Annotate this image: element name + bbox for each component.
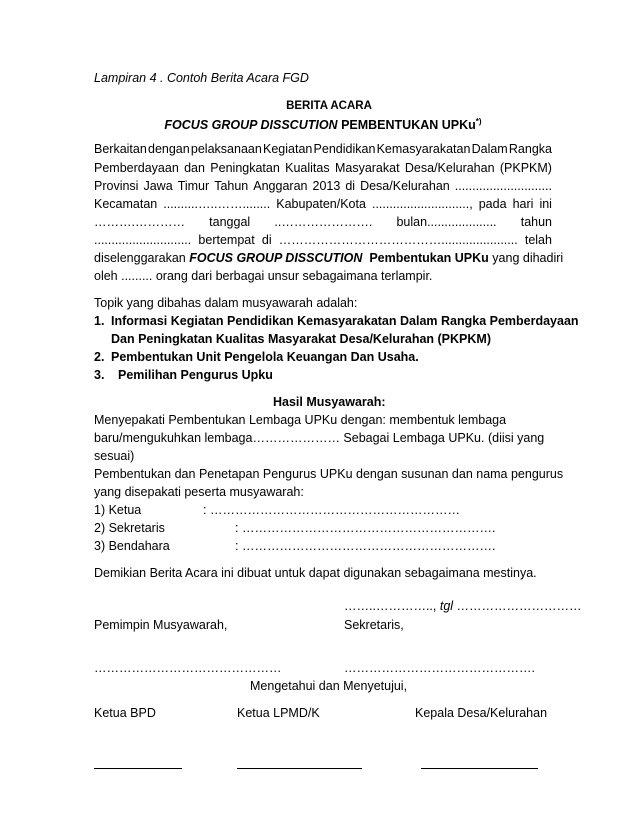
officer-secretary-blank: : …………………………………………………….	[235, 521, 496, 535]
result-line-3: sesuai)	[94, 449, 135, 463]
word: di	[261, 233, 272, 247]
word: dan	[184, 161, 205, 175]
word: ............................	[454, 179, 552, 193]
word: …………………………………......................	[278, 233, 518, 247]
word: diselenggarakan	[94, 251, 190, 265]
acknowledgement-label: Mengetahui dan Menyetujui,	[250, 679, 408, 693]
word: Provinsi	[94, 179, 139, 193]
subtitle-fgd: FOCUS GROUP DISSCUTION	[164, 118, 338, 133]
word: pelaksanaan	[190, 142, 262, 156]
place-blank: ……..…………..,	[344, 599, 440, 613]
leader-signature-blank: ………………………………………	[94, 661, 282, 675]
word: tahun	[520, 215, 552, 229]
word: ……….…………	[94, 215, 185, 229]
topic-1-line-1: Informasi Kegiatan Pendidikan Kemasyarakatan Dalam Rangka Pemberdayaan	[111, 314, 579, 328]
topic-3-line-1: Pemilihan Pengurus Upku	[118, 368, 273, 382]
word: (PKPKM)	[499, 161, 552, 175]
word: tanggal	[209, 215, 251, 229]
result-line-2: baru/mengukuhkan lembaga………………… Sebagai Lembaga UPKu. (diisi yang	[94, 431, 545, 445]
date-blank: …………………………	[453, 599, 582, 613]
intro-line-1	[94, 141, 552, 157]
date-label: tgl	[439, 599, 454, 613]
word: Timur	[177, 179, 210, 193]
word: telah	[524, 233, 552, 247]
document-subtitle	[94, 114, 552, 133]
word: Kecamatan	[94, 197, 158, 211]
word: Anggaran	[253, 179, 308, 193]
word: 2013	[312, 179, 341, 193]
word: ..………………….	[274, 215, 373, 229]
secretary-label: Sekretaris,	[344, 618, 404, 632]
word: ..........…..……........	[163, 197, 271, 211]
village-head-signature-line	[421, 768, 538, 769]
document-title: BERITA ACARA	[286, 100, 372, 112]
word: Dalam	[471, 142, 508, 156]
result-line-1: Menyepakati Pembentukan Lembaga UPKu dengan: membentuk lembaga	[94, 413, 507, 427]
intro-line-4	[94, 196, 552, 212]
attachment-caption: Lampiran 4 . Contoh Berita Acara FGD	[94, 71, 309, 85]
word: Pemberdayaan	[94, 161, 179, 175]
word: Pendidikan	[313, 142, 376, 156]
word: Tahun	[214, 179, 249, 193]
intro-line-7	[94, 250, 563, 266]
topics-heading: Topik yang dibahas dalam musyawarah adalah:	[94, 296, 358, 310]
word: Peningkatan	[210, 161, 280, 175]
word: Berkaitan	[94, 142, 147, 156]
officer-chair-label: 1) Ketua	[94, 503, 142, 517]
secretary-signature-blank: ……………………………………….	[344, 661, 535, 675]
word: Rangka	[508, 142, 552, 156]
topic-3-number: 3.	[94, 368, 105, 382]
word: ............................	[94, 233, 192, 247]
word: di	[345, 179, 356, 193]
word: ............................,	[371, 197, 473, 211]
intro-line-8: oleh ......... orang dari berbagai unsur sebagaimana terlampir.	[94, 269, 433, 283]
topic-1-line-2: Dan Peningkatan Kualitas Masyarakat Desa/Kelurahan (PKPKM)	[111, 332, 491, 346]
intro-line-3	[94, 178, 552, 194]
word: Kegiatan	[263, 142, 313, 156]
village-head-label: Kepala Desa/Kelurahan	[415, 706, 548, 720]
leader-label: Pemimpin Musyawarah,	[94, 618, 228, 632]
officer-secretary-label: 2) Sekretaris	[94, 521, 165, 535]
topic-2-line-1: Pembentukan Unit Pengelola Keuangan Dan Usaha.	[111, 350, 419, 364]
fgd-emphasis: FOCUS GROUP DISSCUTION	[189, 251, 363, 265]
bpd-signature-line	[94, 768, 182, 769]
word: Kabupaten/Kota	[276, 197, 366, 211]
officer-treasurer-blank: : …………………………………………………….	[235, 539, 496, 553]
officer-chair-blank: : ……………………………………………………	[203, 503, 460, 517]
word: Kualitas	[285, 161, 330, 175]
word: Masyarakat	[334, 161, 400, 175]
result-line-5: yang disepakati peserta musyawarah:	[94, 485, 304, 499]
intro-line-5	[94, 214, 552, 230]
subtitle-footnote-mark: *)	[475, 117, 482, 126]
topic-1-number: 1.	[94, 314, 105, 328]
word: pada	[478, 197, 507, 211]
officer-treasurer-label: 3) Bendahara	[94, 539, 170, 553]
lpmd-signature-line	[237, 768, 362, 769]
word: Desa/Kelurahan	[360, 179, 450, 193]
bpd-chair-label: Ketua BPD	[94, 706, 156, 720]
word: dengan	[148, 142, 190, 156]
result-line-4: Pembentukan dan Penetapan Pengurus UPKu dengan susunan dan nama pengurus	[94, 467, 564, 481]
word: bertempat	[198, 233, 255, 247]
intro-line-6	[94, 232, 552, 248]
intro-line-2	[94, 160, 552, 176]
word: Kemasyarakatan	[376, 142, 471, 156]
word: ini	[539, 197, 552, 211]
upku-emphasis: Pembentukan UPKu	[369, 251, 489, 265]
word: Desa/Kelurahan	[404, 161, 495, 175]
word: bulan....................	[396, 215, 497, 229]
word: yang dihadiri	[488, 251, 564, 265]
topic-2-number: 2.	[94, 350, 105, 364]
place-date-line	[344, 598, 582, 614]
lpmd-chair-label: Ketua LPMD/K	[237, 706, 320, 720]
closing-statement: Demikian Berita Acara ini dibuat untuk dapat digunakan sebagaimana mestinya.	[94, 566, 537, 580]
word: hari	[512, 197, 534, 211]
result-heading: Hasil Musyawarah:	[273, 395, 386, 409]
subtitle-rest: PEMBENTUKAN UPKu	[337, 118, 476, 133]
word: Jawa	[143, 179, 173, 193]
